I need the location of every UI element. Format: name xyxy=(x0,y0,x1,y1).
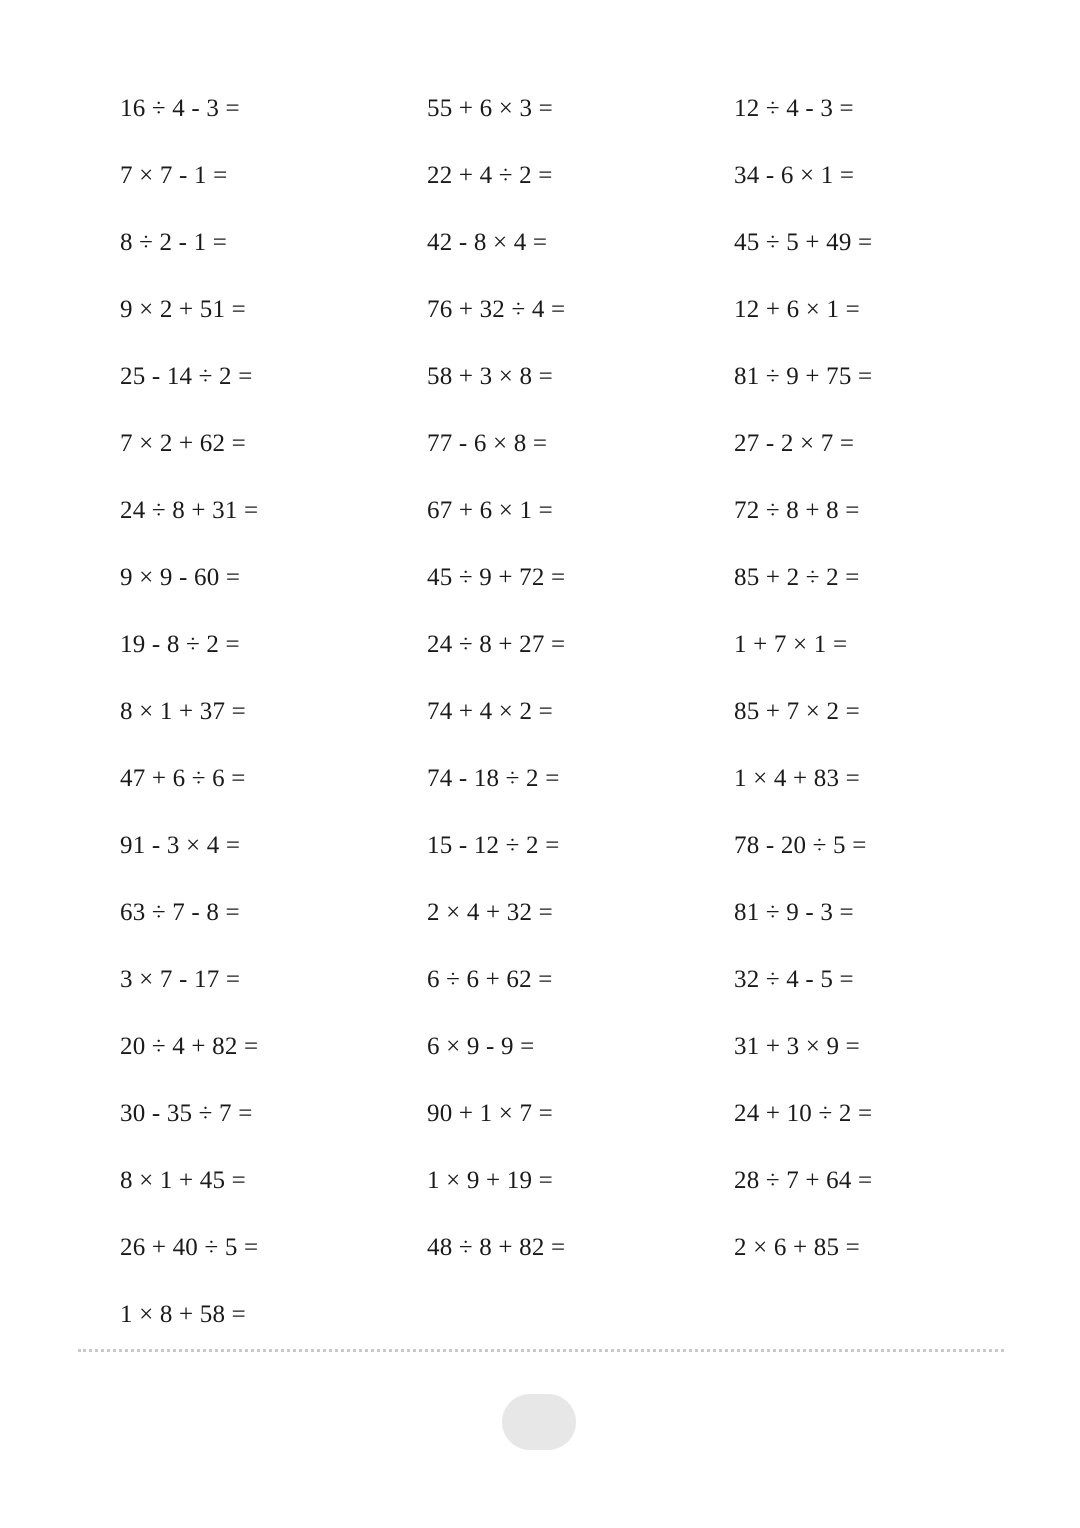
math-problem: 1 × 9 + 19 = xyxy=(427,1167,553,1194)
math-problem: 34 - 6 × 1 = xyxy=(734,162,855,189)
math-problem: 6 ÷ 6 + 62 = xyxy=(427,966,553,993)
math-problem: 67 + 6 × 1 = xyxy=(427,497,553,524)
math-problem: 85 + 7 × 2 = xyxy=(734,698,860,725)
math-problem: 7 × 7 - 1 = xyxy=(120,162,228,189)
math-problem: 81 ÷ 9 - 3 = xyxy=(734,899,854,926)
math-problem: 26 + 40 ÷ 5 = xyxy=(120,1234,259,1261)
math-problem: 28 ÷ 7 + 64 = xyxy=(734,1167,873,1194)
math-problem: 8 × 1 + 45 = xyxy=(120,1167,246,1194)
math-problem: 16 ÷ 4 - 3 = xyxy=(120,95,240,122)
math-problem: 1 × 4 + 83 = xyxy=(734,765,860,792)
math-problem: 24 ÷ 8 + 31 = xyxy=(120,497,259,524)
math-problem: 12 ÷ 4 - 3 = xyxy=(734,95,854,122)
math-problem: 90 + 1 × 7 = xyxy=(427,1100,553,1127)
math-problem: 63 ÷ 7 - 8 = xyxy=(120,899,240,926)
math-problem: 76 + 32 ÷ 4 = xyxy=(427,296,566,323)
math-problem: 19 - 8 ÷ 2 = xyxy=(120,631,240,658)
math-problem: 81 ÷ 9 + 75 = xyxy=(734,363,873,390)
math-problem: 1 × 8 + 58 = xyxy=(120,1301,246,1328)
math-problem: 55 + 6 × 3 = xyxy=(427,95,553,122)
math-problem: 48 ÷ 8 + 82 = xyxy=(427,1234,566,1261)
math-problem: 45 ÷ 9 + 72 = xyxy=(427,564,566,591)
math-problem: 9 × 2 + 51 = xyxy=(120,296,246,323)
math-problem: 78 - 20 ÷ 5 = xyxy=(734,832,867,859)
math-problem: 24 ÷ 8 + 27 = xyxy=(427,631,566,658)
math-problem: 42 - 8 × 4 = xyxy=(427,229,548,256)
math-problem: 6 × 9 - 9 = xyxy=(427,1033,535,1060)
math-problem: 2 × 4 + 32 = xyxy=(427,899,553,926)
math-problem: 8 × 1 + 37 = xyxy=(120,698,246,725)
math-problem: 74 - 18 ÷ 2 = xyxy=(427,765,560,792)
math-problem: 25 - 14 ÷ 2 = xyxy=(120,363,253,390)
math-problem: 45 ÷ 5 + 49 = xyxy=(734,229,873,256)
math-problem: 31 + 3 × 9 = xyxy=(734,1033,860,1060)
math-problem: 58 + 3 × 8 = xyxy=(427,363,553,390)
math-problem: 30 - 35 ÷ 7 = xyxy=(120,1100,253,1127)
math-problem: 3 × 7 - 17 = xyxy=(120,966,241,993)
math-problem: 7 × 2 + 62 = xyxy=(120,430,246,457)
math-problem: 77 - 6 × 8 = xyxy=(427,430,548,457)
math-problem: 91 - 3 × 4 = xyxy=(120,832,241,859)
dotted-divider xyxy=(78,1349,1004,1352)
math-problem: 72 ÷ 8 + 8 = xyxy=(734,497,860,524)
math-problem: 47 + 6 ÷ 6 = xyxy=(120,765,246,792)
math-problem: 2 × 6 + 85 = xyxy=(734,1234,860,1261)
math-problem: 12 + 6 × 1 = xyxy=(734,296,860,323)
math-problem: 9 × 9 - 60 = xyxy=(120,564,241,591)
math-problem: 24 + 10 ÷ 2 = xyxy=(734,1100,873,1127)
math-problem: 32 ÷ 4 - 5 = xyxy=(734,966,854,993)
math-problem: 74 + 4 × 2 = xyxy=(427,698,553,725)
math-problem: 8 ÷ 2 - 1 = xyxy=(120,229,228,256)
problem-grid xyxy=(120,90,1040,1363)
page-number-badge xyxy=(502,1394,576,1450)
math-problem: 85 + 2 ÷ 2 = xyxy=(734,564,860,591)
math-problem: 1 + 7 × 1 = xyxy=(734,631,848,658)
math-problem: 20 ÷ 4 + 82 = xyxy=(120,1033,259,1060)
math-problem: 27 - 2 × 7 = xyxy=(734,430,855,457)
math-problem: 22 + 4 ÷ 2 = xyxy=(427,162,553,189)
math-problem: 15 - 12 ÷ 2 = xyxy=(427,832,560,859)
